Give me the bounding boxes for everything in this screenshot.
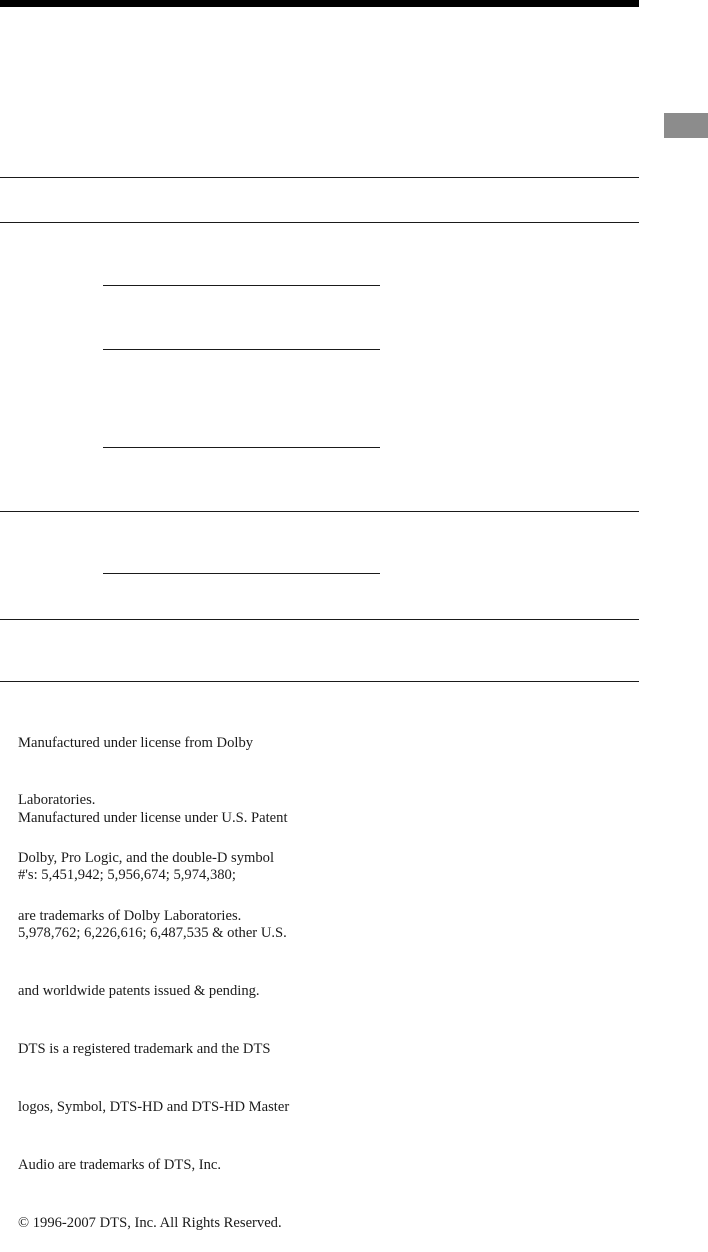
sub-divider xyxy=(103,447,380,448)
notice-line: Audio are trademarks of DTS, Inc. xyxy=(18,1156,222,1173)
sub-divider xyxy=(103,349,380,350)
notice-line: Manufactured under license under U.S. Patent xyxy=(18,809,288,826)
section-divider xyxy=(0,177,639,178)
notice-line: are trademarks of Dolby Laboratories. xyxy=(18,908,242,925)
notice-line: 5,978,762; 6,226,616; 6,487,535 & other U.S. xyxy=(18,925,287,942)
copyright-line: © 1996-2007 DTS, Inc. All Rights Reserved. xyxy=(18,1214,282,1231)
section-divider xyxy=(0,222,639,223)
notice-line: DTS is a registered trademark and the DTS xyxy=(18,1041,271,1058)
dts-trademark-notice xyxy=(18,770,289,1252)
notice-line: #'s: 5,451,942; 5,956,674; 5,974,380; xyxy=(18,867,236,884)
notice-line: Laboratories. xyxy=(18,792,96,809)
notice-line: Dolby, Pro Logic, and the double-D symbol xyxy=(18,850,275,867)
notice-line: Manufactured under license from Dolby xyxy=(18,734,254,751)
notice-line: logos, Symbol, DTS-HD and DTS-HD Master xyxy=(18,1099,290,1116)
section-divider xyxy=(0,681,639,682)
section-tab-marker xyxy=(664,113,708,138)
header-bar xyxy=(0,0,639,7)
section-divider xyxy=(0,619,639,620)
sub-divider xyxy=(103,285,380,286)
sub-divider xyxy=(103,573,380,574)
section-divider xyxy=(0,511,639,512)
notice-line: and worldwide patents issued & pending. xyxy=(18,983,260,1000)
